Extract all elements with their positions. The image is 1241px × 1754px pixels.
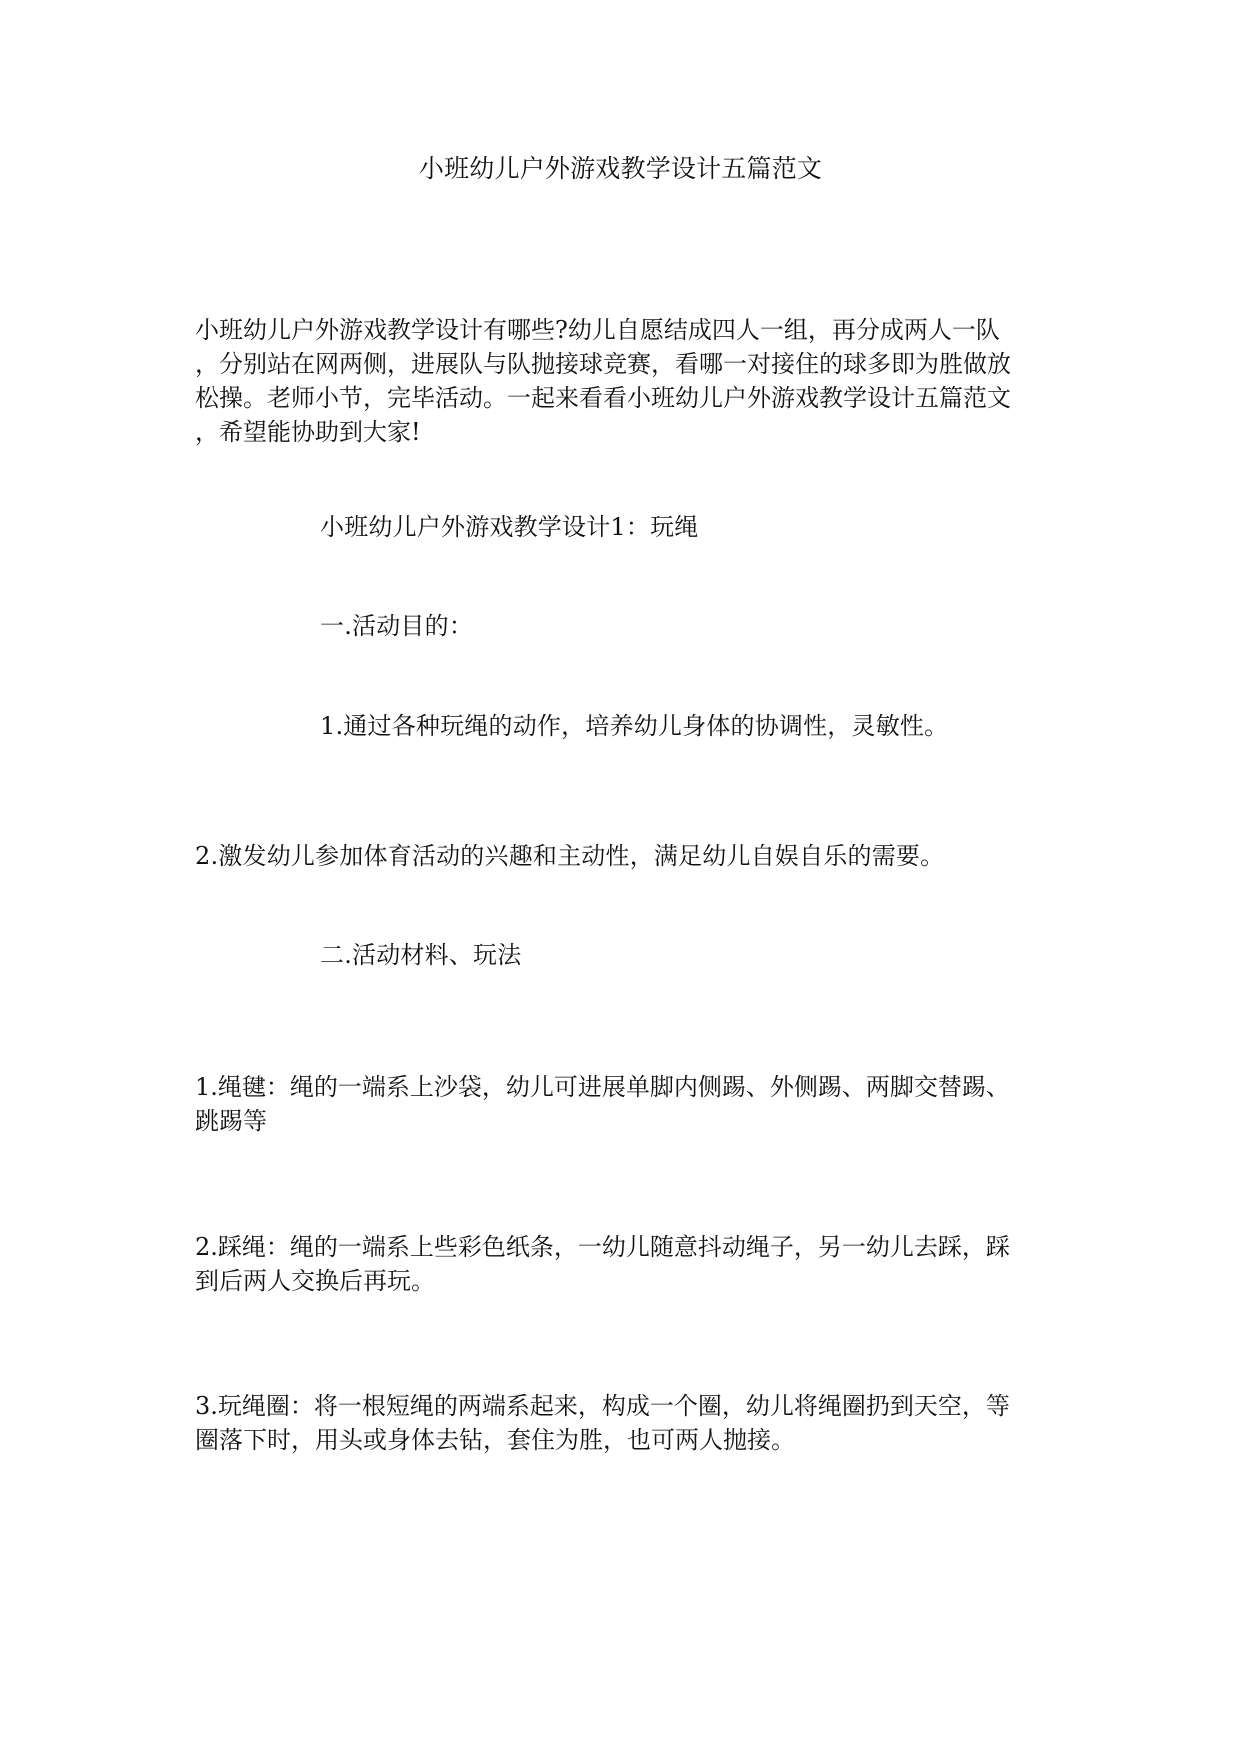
play-item xyxy=(195,1389,1055,1457)
play-item-line: 3.玩绳圈：将一根短绳的两端系起来，构成一个圈，幼儿将绳圈扔到天空，等 xyxy=(195,1392,1010,1420)
materials-heading: 二.活动材料、玩法 xyxy=(320,941,522,969)
intro-line: 小班幼儿户外游戏教学设计有哪些?幼儿自愿结成四人一组，再分成两人一队 xyxy=(195,316,1000,344)
goals-heading: 一.活动目的： xyxy=(320,612,474,640)
play-item-line: 1.绳毽：绳的一端系上沙袋，幼儿可进展单脚内侧踢、外侧踢、两脚交替踢、 xyxy=(195,1073,1010,1101)
section-heading: 小班幼儿户外游戏教学设计1：玩绳 xyxy=(320,513,699,541)
intro-line: 松操。老师小节，完毕活动。一起来看看小班幼儿户外游戏教学设计五篇范文 xyxy=(195,384,1011,412)
intro-line: ，希望能协助到大家! xyxy=(195,418,421,446)
intro-paragraph xyxy=(195,313,1055,449)
play-item-line: 圈落下时，用头或身体去钻，套住为胜，也可两人抛接。 xyxy=(195,1426,795,1454)
goal-item: 2.激发幼儿参加体育活动的兴趣和主动性，满足幼儿自娱自乐的需要。 xyxy=(195,842,945,870)
play-item xyxy=(195,1230,1055,1298)
play-item xyxy=(195,1070,1055,1138)
document-title: 小班幼儿户外游戏教学设计五篇范文 xyxy=(418,154,823,183)
play-item-line: 到后两人交换后再玩。 xyxy=(195,1267,435,1295)
play-item-line: 跳踢等 xyxy=(195,1107,267,1135)
intro-line: ，分别站在网两侧，进展队与队抛接球竞赛，看哪一对接住的球多即为胜做放 xyxy=(195,350,1011,378)
goal-item: 1.通过各种玩绳的动作，培养幼儿身体的协调性，灵敏性。 xyxy=(320,712,949,740)
play-item-line: 2.踩绳：绳的一端系上些彩色纸条，一幼儿随意抖动绳子，另一幼儿去踩，踩 xyxy=(195,1233,1010,1261)
